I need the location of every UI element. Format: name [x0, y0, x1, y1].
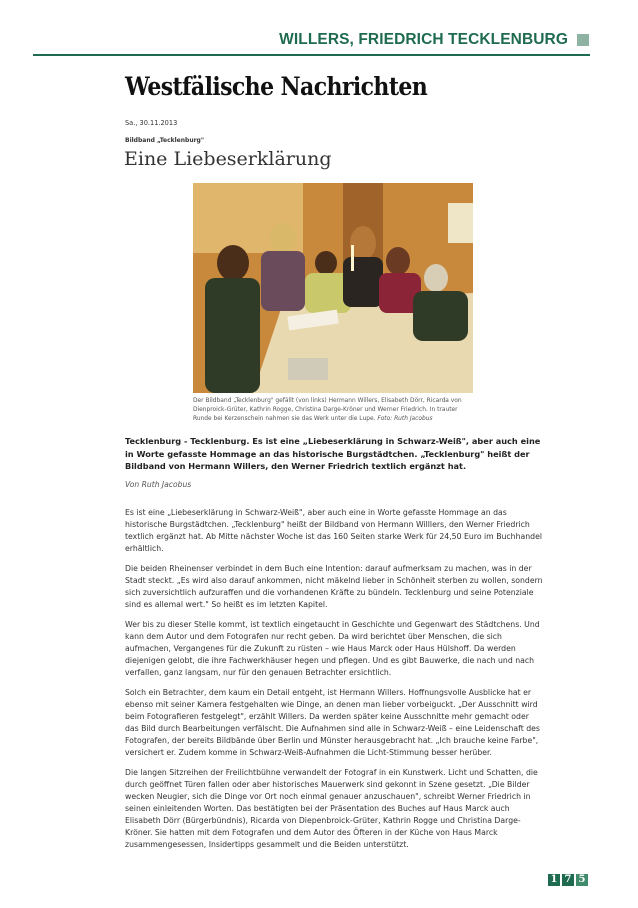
- paragraph: Wer bis zu dieser Stelle kommt, ist textlich eingetaucht in Geschichte und Gegenwart des Städtchens. Und kann dem Autor und dem Fotografen nur recht geben. Da wird berichtet über Menschen, die sich aufmachen, Vergangenes für die Zukunft zu rüsten – wie Haus Marck oder Haus Hülshoff. Da werden diejenigen gelobt, die ihre Fachwerkhäuser hegen und pflegen. Und es gibt Bauwerke, die nach und nach verfallen, ganz langsam, nur für den genauen Betrachter ersichtlich.: [125, 620, 540, 677]
- paragraph: Die langen Sitzreihen der Freilichtbühne verwandelt der Fotograf in ein Kunstwerk. Licht und Schatten, die durch geöffnet Türen fallen oder aber historisches Mauerwerk sind gekonnt in Szene gesetzt. „Die Bilder wecken Neugier, sich die Dinge vor Ort noch einmal genauer anzuschauen", schreibt Werner Friedrich in seinen einleitenden Worten. Das bestätigten bei der Präsentation des Buches auf Haus Marck auch Elisabeth Dörr (Bürgerbündnis), Ricarda von Diepenbroick-Grüter, Kathrin Rogge und Christina Darge-Kröner. Sie hatten mit dem Fotografen und dem Autor des Öfteren in der Küche von Haus Marck zusammengesessen, Insidertipps gesammelt und die Beiden unterstützt.: [125, 768, 538, 849]
- page-digit: 7: [562, 874, 574, 886]
- paragraph: Es ist eine „Liebeserklärung in Schwarz-Weiß", aber auch eine in Worte gefasste Hommage an das historische Burgstädtchen. „Tecklenburg" heißt der Bildband von Hermann Willlers, den Werner Friedrich textlich ergänzt hat. Ab Mitte nächster Woche ist das 160 Seiten starke Werk für 24,50 Euro im Buchhandel erhältlich.: [125, 508, 543, 553]
- page-digit: 5: [576, 874, 588, 886]
- paragraph: Die beiden Rheinenser verbindet in dem Buch eine Intention: darauf aufmerksam zu machen, was in der Stadt steckt. „Es wird also darauf ankommen, nicht mäkelnd lieber in Schönheit sterben zu wollen, sondern sich zuversichtlich aufzuraffen und die vorhandenen Kräfte zu bündeln. Tecklenburg und seine Potenziale sind es allemal wert." So heißt es im letzten Kapitel.: [125, 564, 543, 609]
- photo-caption: [193, 397, 478, 424]
- page-digit: 1: [548, 874, 560, 886]
- article-byline: Von Ruth Jacobus: [125, 480, 192, 489]
- header-divider: [33, 54, 590, 56]
- article-lead: Tecklenburg - Tecklenburg. Es ist eine „Liebeserklärung in Schwarz-Weiß", aber auch eine in Worte gefasste Hommage an das historische Burgstädtchen. „Tecklenburg" heißt der Bildband von Hermann Willers, den Werner Friedrich textlich ergänzt hat.: [125, 436, 541, 472]
- photo-credit: Foto: Ruth Jacobus: [377, 416, 433, 422]
- article-title: Eine Liebeserklärung: [124, 148, 332, 170]
- newspaper-logo: Westfälische Nachrichten: [125, 72, 428, 102]
- paragraph: Solch ein Betrachter, dem kaum ein Detail entgeht, ist Hermann Willers. Hoffnungsvolle Ausblicke hat er ebenso mit seiner Kamera festgehalten wie Dinge, an denen man lieber vorbeiguckt. „Der Ausschnitt wird beim Fotografieren festgelegt", erzählt Willers. Da werden später keine Ausschnitte mehr gemacht oder das Bild durch Bearbeitungen verfälscht. Die Aufnahmen sind alle in Schwarz-Weiß – eine Leidenschaft des Fotografen, der bereits Bildbände über Berlin und Münster herausgebracht hat. „Ich brauche keine Farbe", versichert er. Zudem komme in Schwarz-Weiß-Aufnahmen die Licht-Stimmung besser herüber.: [125, 688, 540, 757]
- article-kicker: Bildband „Tecklenburg": [125, 137, 204, 144]
- page-number: [548, 874, 588, 886]
- article-date: Sa., 30.11.2013: [125, 119, 178, 127]
- article-photo: [193, 183, 473, 393]
- section-title: WILLERS, FRIEDRICH TECKLENBURG: [279, 31, 568, 48]
- article-body: [125, 507, 543, 859]
- section-marker: [577, 34, 589, 46]
- caption-text: Der Bildband „Tecklenburg" gefällt (von links) Hermann Willers, Elisabeth Dörr, Ricarda von Dienproick-Grüter, Kathrin Rogge, Christina Darge-Kröner und Werner Friedrich. In trauter Runde bei Kerzenschein nahmen sie das Werk unter die Lupe.: [193, 398, 462, 422]
- photo-scene: [193, 183, 473, 393]
